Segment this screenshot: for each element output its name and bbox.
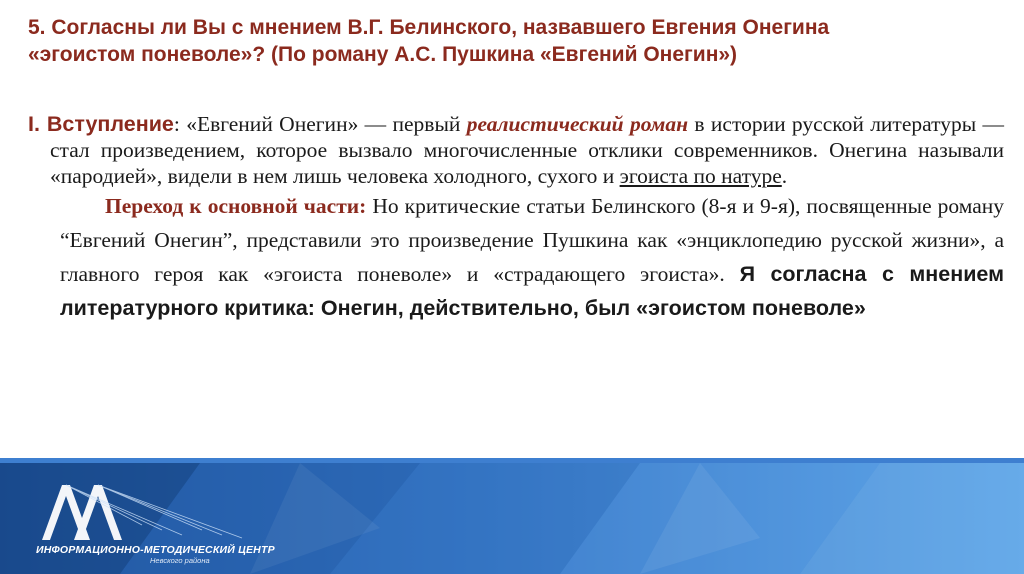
transition-text: Но критические статьи Белинского (8-я и 9-я), посвященные роману “Евгений Онегин”, представили это произведение Пушкина как «энциклопедию русской жизни», а главного героя как «эгоиста поневоле» и «страдающего эгоиста». [60, 194, 1004, 286]
slide-body [28, 111, 1004, 325]
transition-label: Переход к основной части: [105, 194, 367, 218]
realistic-novel-highlight: реалистический роман [466, 112, 689, 136]
title-line-1: 5. Согласны ли Вы с мнением В.Г. Белинского, назвавшего Евгения Онегина [28, 16, 830, 39]
transition-paragraph [28, 189, 1004, 325]
intro-paragraph [28, 111, 1004, 189]
title-line-2: «эгоистом поневоле»? (По роману А.С. Пушкина «Евгений Онегин») [28, 43, 738, 66]
egoist-by-nature: эгоиста по натуре [619, 164, 782, 188]
intro-heading: I. Вступление [28, 112, 174, 136]
logo-title: ИНФОРМАЦИОННО-МЕТОДИЧЕСКИЙ ЦЕНТР [36, 544, 275, 556]
slide-title [28, 14, 988, 68]
conclusion-text: Я согласна с мнением литературного критика: Онегин, действительно, был «эгоистом поневоле» [60, 262, 1004, 320]
intro-text: в истории русской литературы — стал произведением, которое вызвало многочисленные отклики современников. Онегина называли «пародией», видели в нем лишь человека холодного, сухого и [50, 112, 1004, 188]
intro-end: . [781, 164, 788, 188]
logo-subtitle: Невского района [150, 556, 210, 565]
intro-colon-text: : «Евгений Онегин» — первый [173, 112, 467, 136]
